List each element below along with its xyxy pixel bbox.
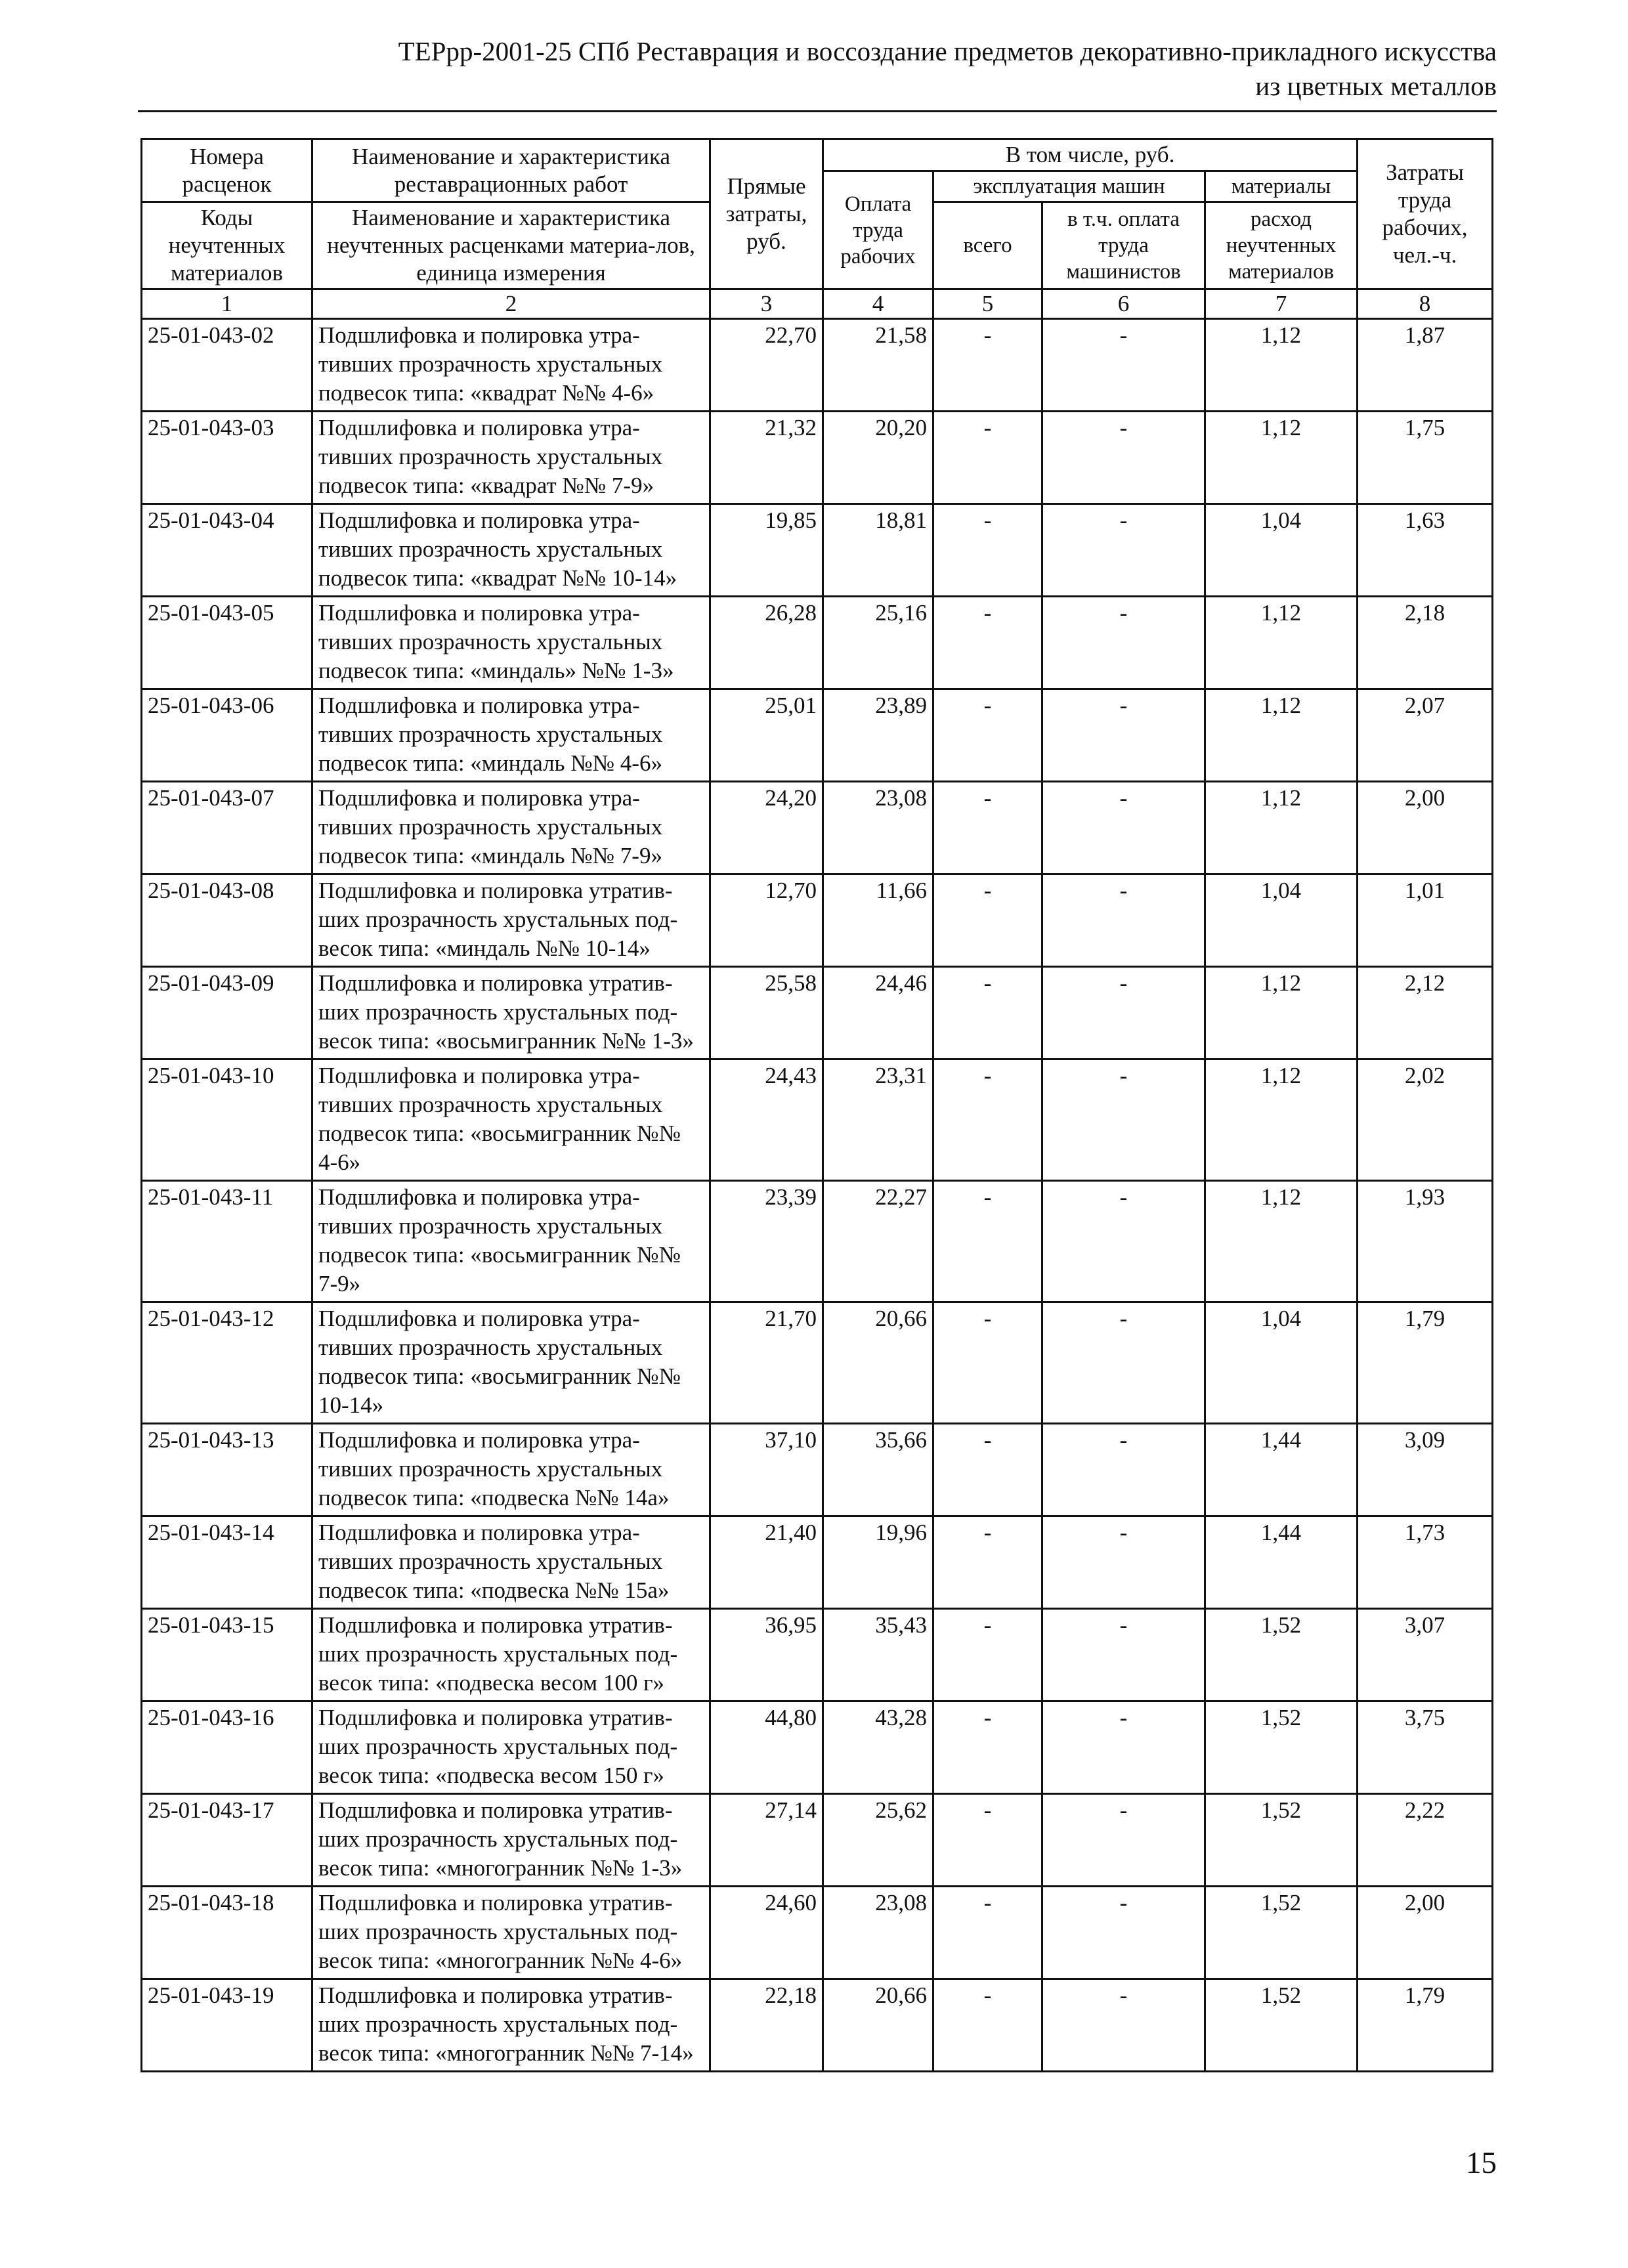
labor-pay: 19,96 — [823, 1516, 933, 1609]
machines-total: - — [933, 597, 1042, 689]
machines-total: - — [933, 504, 1042, 597]
labor-hours: 1,63 — [1358, 504, 1493, 597]
direct-costs: 37,10 — [710, 1424, 823, 1516]
work-description: Подшлифовка и полировка утра-тивших прозрачность хрустальных подвесок типа: «квадрат №№ 10-14» — [312, 504, 710, 597]
table-row — [142, 1302, 1493, 1424]
labor-pay: 25,62 — [823, 1794, 933, 1887]
table-row — [142, 1516, 1493, 1609]
rate-code: 25-01-043-15 — [142, 1609, 312, 1701]
rate-code: 25-01-043-04 — [142, 504, 312, 597]
direct-costs: 22,70 — [710, 319, 823, 412]
machines-total: - — [933, 1059, 1042, 1181]
machines-total: - — [933, 967, 1042, 1059]
materials-cost: 1,52 — [1205, 1609, 1358, 1701]
labor-hours: 3,75 — [1358, 1701, 1493, 1794]
direct-costs: 19,85 — [710, 504, 823, 597]
header-operators-pay: в т.ч. оплата труда машинистов — [1042, 202, 1205, 289]
table-row — [142, 689, 1493, 782]
labor-hours: 2,18 — [1358, 597, 1493, 689]
direct-costs: 23,39 — [710, 1181, 823, 1302]
labor-pay: 24,46 — [823, 967, 933, 1059]
labor-pay: 23,31 — [823, 1059, 933, 1181]
operators-pay: - — [1042, 782, 1205, 874]
machines-total: - — [933, 319, 1042, 412]
machines-total: - — [933, 874, 1042, 967]
direct-costs: 24,60 — [710, 1887, 823, 1979]
rate-code: 25-01-043-08 — [142, 874, 312, 967]
operators-pay: - — [1042, 412, 1205, 504]
operators-pay: - — [1042, 1609, 1205, 1701]
machines-total: - — [933, 689, 1042, 782]
rate-code: 25-01-043-05 — [142, 597, 312, 689]
rate-code: 25-01-043-03 — [142, 412, 312, 504]
rate-code: 25-01-043-09 — [142, 967, 312, 1059]
header-title-line-1: ТЕРрр-2001-25 СПб Реставрация и воссоздание предметов декоративно-прикладного искусства — [398, 36, 1497, 66]
materials-cost: 1,52 — [1205, 1701, 1358, 1794]
materials-cost: 1,12 — [1205, 319, 1358, 412]
page-number: 15 — [1466, 2146, 1497, 2180]
machines-total: - — [933, 1516, 1042, 1609]
direct-costs: 44,80 — [710, 1701, 823, 1794]
work-description: Подшлифовка и полировка утратив-ших прозрачность хрустальных под-весок типа: «многогранник №№ 4-6» — [312, 1887, 710, 1979]
direct-costs: 21,32 — [710, 412, 823, 504]
labor-pay: 35,66 — [823, 1424, 933, 1516]
machines-total: - — [933, 1979, 1042, 2072]
column-number: 2 — [312, 289, 710, 319]
operators-pay: - — [1042, 1979, 1205, 2072]
direct-costs: 22,18 — [710, 1979, 823, 2072]
operators-pay: - — [1042, 1424, 1205, 1516]
rate-code: 25-01-043-19 — [142, 1979, 312, 2072]
materials-cost: 1,52 — [1205, 1887, 1358, 1979]
labor-pay: 23,89 — [823, 689, 933, 782]
column-number-row — [142, 289, 1493, 319]
labor-pay: 18,81 — [823, 504, 933, 597]
work-description: Подшлифовка и полировка утратив-ших прозрачность хрустальных под-весок типа: «многогранник №№ 1-3» — [312, 1794, 710, 1887]
table-row — [142, 1424, 1493, 1516]
rate-code: 25-01-043-06 — [142, 689, 312, 782]
labor-pay: 35,43 — [823, 1609, 933, 1701]
work-description: Подшлифовка и полировка утра-тивших прозрачность хрустальных подвесок типа: «миндаль» №№ 1-3» — [312, 597, 710, 689]
operators-pay: - — [1042, 597, 1205, 689]
rate-code: 25-01-043-16 — [142, 1701, 312, 1794]
header-labor-pay: Оплата труда рабочих — [823, 171, 933, 289]
work-description: Подшлифовка и полировка утра-тивших прозрачность хрустальных подвесок типа: «миндаль №№ 7-9» — [312, 782, 710, 874]
machines-total: - — [933, 1302, 1042, 1424]
operators-pay: - — [1042, 1701, 1205, 1794]
rate-code: 25-01-043-18 — [142, 1887, 312, 1979]
direct-costs: 25,01 — [710, 689, 823, 782]
labor-hours: 1,79 — [1358, 1979, 1493, 2072]
labor-hours: 3,09 — [1358, 1424, 1493, 1516]
operators-pay: - — [1042, 1516, 1205, 1609]
header-divider — [138, 110, 1497, 112]
direct-costs: 36,95 — [710, 1609, 823, 1701]
work-description: Подшлифовка и полировка утратив-ших прозрачность хрустальных под-весок типа: «многогранник №№ 7-14» — [312, 1979, 710, 2072]
work-description: Подшлифовка и полировка утратив-ших прозрачность хрустальных под-весок типа: «подвеска весом 150 г» — [312, 1701, 710, 1794]
operators-pay: - — [1042, 689, 1205, 782]
column-number: 3 — [710, 289, 823, 319]
operators-pay: - — [1042, 1794, 1205, 1887]
table-row — [142, 597, 1493, 689]
work-description: Подшлифовка и полировка утра-тивших прозрачность хрустальных подвесок типа: «подвеска №№ 15а» — [312, 1516, 710, 1609]
header-labor-hours: Затраты труда рабочих, чел.-ч. — [1358, 139, 1493, 289]
work-description: Подшлифовка и полировка утра-тивших прозрачность хрустальных подвесок типа: «восьмигранник №№ 10-14» — [312, 1302, 710, 1424]
operators-pay: - — [1042, 504, 1205, 597]
header-material-names: Наименование и характеристика неучтенных расценками материа-лов, единица измерения — [312, 202, 710, 289]
machines-total: - — [933, 782, 1042, 874]
materials-cost: 1,12 — [1205, 412, 1358, 504]
work-description: Подшлифовка и полировка утра-тивших прозрачность хрустальных подвесок типа: «восьмигранник №№ 7-9» — [312, 1181, 710, 1302]
table-row — [142, 874, 1493, 967]
direct-costs: 25,58 — [710, 967, 823, 1059]
rate-code: 25-01-043-11 — [142, 1181, 312, 1302]
materials-cost: 1,12 — [1205, 689, 1358, 782]
machines-total: - — [933, 1181, 1042, 1302]
table-row — [142, 412, 1493, 504]
table-row — [142, 1059, 1493, 1181]
work-description: Подшлифовка и полировка утра-тивших прозрачность хрустальных подвесок типа: «миндаль №№ 4-6» — [312, 689, 710, 782]
table-row — [142, 782, 1493, 874]
operators-pay: - — [1042, 1887, 1205, 1979]
table-header — [142, 139, 1493, 319]
rate-code: 25-01-043-12 — [142, 1302, 312, 1424]
header-machine-operation: эксплуатация машин — [933, 171, 1205, 202]
work-description: Подшлифовка и полировка утра-тивших прозрачность хрустальных подвесок типа: «подвеска №№ 14а» — [312, 1424, 710, 1516]
operators-pay: - — [1042, 1181, 1205, 1302]
machines-total: - — [933, 1424, 1042, 1516]
rate-code: 25-01-043-10 — [142, 1059, 312, 1181]
rate-code: 25-01-043-17 — [142, 1794, 312, 1887]
rate-code: 25-01-043-14 — [142, 1516, 312, 1609]
materials-cost: 1,12 — [1205, 597, 1358, 689]
materials-cost: 1,44 — [1205, 1424, 1358, 1516]
labor-pay: 11,66 — [823, 874, 933, 967]
labor-hours: 2,07 — [1358, 689, 1493, 782]
table-row — [142, 1887, 1493, 1979]
machines-total: - — [933, 1794, 1042, 1887]
materials-cost: 1,52 — [1205, 1794, 1358, 1887]
rates-table — [140, 138, 1493, 2072]
operators-pay: - — [1042, 1302, 1205, 1424]
column-number: 7 — [1205, 289, 1358, 319]
labor-pay: 20,20 — [823, 412, 933, 504]
header-title-line-2: из цветных металлов — [1255, 71, 1497, 101]
work-description: Подшлифовка и полировка утратив-ших прозрачность хрустальных под-весок типа: «подвеска весом 100 г» — [312, 1609, 710, 1701]
direct-costs: 21,70 — [710, 1302, 823, 1424]
rate-code: 25-01-043-07 — [142, 782, 312, 874]
work-description: Подшлифовка и полировка утра-тивших прозрачность хрустальных подвесок типа: «квадрат №№ 7-9» — [312, 412, 710, 504]
column-number: 1 — [142, 289, 312, 319]
table-row — [142, 1609, 1493, 1701]
work-description: Подшлифовка и полировка утратив-ших прозрачность хрустальных под-весок типа: «миндаль №№ 10-14» — [312, 874, 710, 967]
work-description: Подшлифовка и полировка утратив-ших прозрачность хрустальных под-весок типа: «восьмигранник №№ 1-3» — [312, 967, 710, 1059]
header-rate-numbers: Номера расценок — [142, 139, 312, 202]
labor-pay: 20,66 — [823, 1302, 933, 1424]
table-body — [142, 319, 1493, 2072]
machines-total: - — [933, 412, 1042, 504]
materials-cost: 1,04 — [1205, 1302, 1358, 1424]
labor-pay: 25,16 — [823, 597, 933, 689]
labor-hours: 1,01 — [1358, 874, 1493, 967]
materials-cost: 1,04 — [1205, 504, 1358, 597]
header-direct-costs: Прямые затраты, руб. — [710, 139, 823, 289]
materials-cost: 1,44 — [1205, 1516, 1358, 1609]
column-number: 6 — [1042, 289, 1205, 319]
operators-pay: - — [1042, 1059, 1205, 1181]
labor-hours: 2,12 — [1358, 967, 1493, 1059]
materials-cost: 1,12 — [1205, 1181, 1358, 1302]
labor-hours: 2,22 — [1358, 1794, 1493, 1887]
direct-costs: 21,40 — [710, 1516, 823, 1609]
labor-hours: 2,00 — [1358, 1887, 1493, 1979]
table-row — [142, 504, 1493, 597]
materials-cost: 1,12 — [1205, 782, 1358, 874]
operators-pay: - — [1042, 319, 1205, 412]
rate-code: 25-01-043-02 — [142, 319, 312, 412]
labor-pay: 23,08 — [823, 782, 933, 874]
direct-costs: 26,28 — [710, 597, 823, 689]
header-material-codes: Коды неучтенных материалов — [142, 202, 312, 289]
labor-hours: 1,73 — [1358, 1516, 1493, 1609]
materials-cost: 1,12 — [1205, 1059, 1358, 1181]
labor-pay: 20,66 — [823, 1979, 933, 2072]
machines-total: - — [933, 1887, 1042, 1979]
labor-pay: 22,27 — [823, 1181, 933, 1302]
rate-code: 25-01-043-13 — [142, 1424, 312, 1516]
labor-pay: 23,08 — [823, 1887, 933, 1979]
column-number: 5 — [933, 289, 1042, 319]
header-group-including: В том числе, руб. — [823, 139, 1358, 171]
table-row — [142, 967, 1493, 1059]
table-row — [142, 319, 1493, 412]
labor-hours: 2,00 — [1358, 782, 1493, 874]
materials-cost: 1,52 — [1205, 1979, 1358, 2072]
labor-pay: 43,28 — [823, 1701, 933, 1794]
labor-hours: 1,93 — [1358, 1181, 1493, 1302]
materials-cost: 1,12 — [1205, 967, 1358, 1059]
labor-pay: 21,58 — [823, 319, 933, 412]
header-machines-total: всего — [933, 202, 1042, 289]
operators-pay: - — [1042, 967, 1205, 1059]
materials-cost: 1,04 — [1205, 874, 1358, 967]
column-number: 4 — [823, 289, 933, 319]
labor-hours: 1,75 — [1358, 412, 1493, 504]
header-work-name: Наименование и характеристика реставрационных работ — [312, 139, 710, 202]
header-materials: материалы — [1205, 171, 1358, 202]
header-materials-consumption: расход неучтенных материалов — [1205, 202, 1358, 289]
table-row — [142, 1979, 1493, 2072]
labor-hours: 1,87 — [1358, 319, 1493, 412]
labor-hours: 3,07 — [1358, 1609, 1493, 1701]
table-row — [142, 1181, 1493, 1302]
table-row — [142, 1701, 1493, 1794]
direct-costs: 12,70 — [710, 874, 823, 967]
work-description: Подшлифовка и полировка утра-тивших прозрачность хрустальных подвесок типа: «квадрат №№ 4-6» — [312, 319, 710, 412]
direct-costs: 24,43 — [710, 1059, 823, 1181]
direct-costs: 27,14 — [710, 1794, 823, 1887]
machines-total: - — [933, 1701, 1042, 1794]
machines-total: - — [933, 1609, 1042, 1701]
page-header — [398, 34, 1497, 104]
labor-hours: 2,02 — [1358, 1059, 1493, 1181]
direct-costs: 24,20 — [710, 782, 823, 874]
table-row — [142, 1794, 1493, 1887]
operators-pay: - — [1042, 874, 1205, 967]
column-number: 8 — [1358, 289, 1493, 319]
work-description: Подшлифовка и полировка утра-тивших прозрачность хрустальных подвесок типа: «восьмигранник №№ 4-6» — [312, 1059, 710, 1181]
labor-hours: 1,79 — [1358, 1302, 1493, 1424]
